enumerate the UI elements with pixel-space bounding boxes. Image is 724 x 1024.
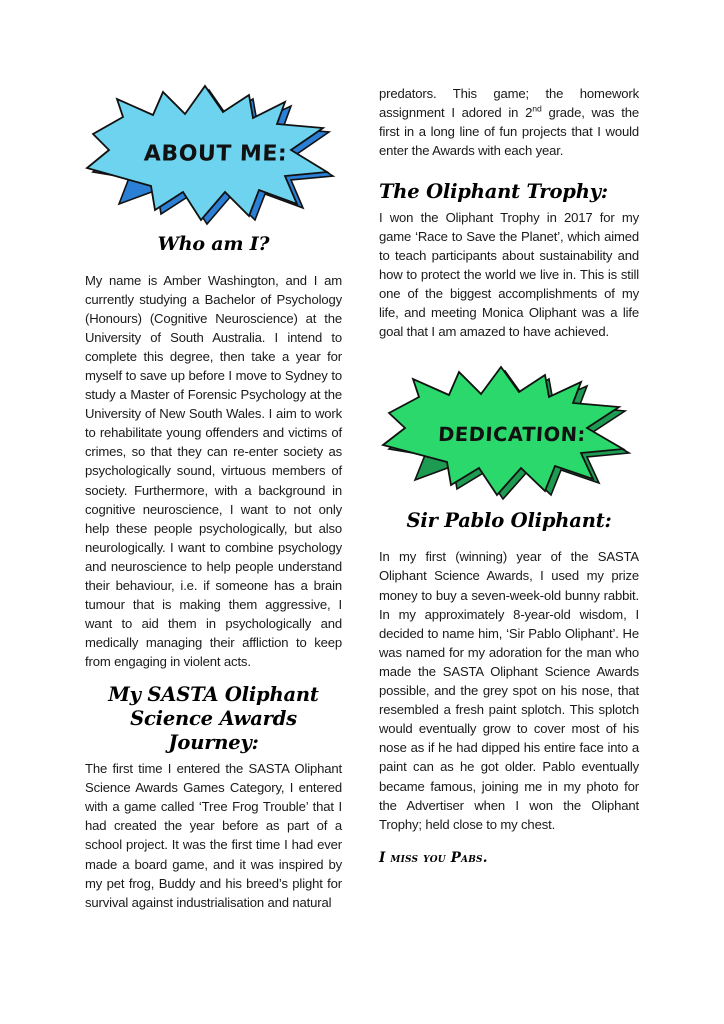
- left-column: [85, 84, 342, 964]
- starburst-shape-blue: [85, 84, 342, 229]
- ordinal-superscript: nd: [532, 103, 542, 114]
- dedication-badge-label: DEDICATION:: [437, 423, 587, 447]
- starburst-shape-green: [379, 365, 639, 503]
- paragraph-sir-pablo: In my first (winning) year of the SASTA Oliphant Science Awards, I used my prize money to buy a seven-week-old bunny rabbit. In my approximately 8-year-old wisdom, I decided to name him, ‘Sir Pablo Oliphant’. He was named for my adoration for the man who made the SASTA Oliphant Science Awards possible, and the grey spot on his nose, that resembled a fresh paint splotch. This splotch would eventually grow to cover most of his nose as if he had dipped his entire face into a paint can as he got older. Pablo eventually became famous, joining me in my photo for the Advertiser when I won the Oliphant Trophy; held close to my chest.: [379, 549, 639, 832]
- about-me-badge-label: ABOUT ME:: [143, 141, 288, 167]
- journey-cont-part1: predators. This game; the homework assignment I adored in 2: [379, 86, 639, 121]
- right-column: [379, 84, 639, 964]
- about-me-badge: [85, 84, 342, 229]
- paragraph-journey-continued: [379, 84, 639, 160]
- signoff-line: I miss you Pabs.: [379, 849, 488, 866]
- journey-cont-part2: grade, was the first in a long line of fun projects that I would enter the Awards with each year.: [379, 105, 639, 159]
- heading-awards-journey: My SASTA Oliphant Science Awards Journey:: [108, 682, 319, 754]
- heading-oliphant-trophy: The Oliphant Trophy:: [379, 180, 608, 204]
- paragraph-awards-journey: The first time I entered the SASTA Oliphant Science Awards Games Category, I entered with a game called ‘Tree Frog Trouble’ that I had created the year before as part of a school project. It was the first time I had ever made a board game, and it was inspired by my pet frog, Buddy and his breed’s plight for survival against industrialisation and natural: [85, 761, 342, 910]
- two-column-layout: [85, 84, 639, 964]
- heading-sir-pablo-oliphant: Sir Pablo Oliphant:: [406, 509, 612, 533]
- heading-who-am-i: Who am I?: [157, 233, 270, 255]
- paragraph-about-me: My name is Amber Washington, and I am currently studying a Bachelor of Psychology (Honours) (Cognitive Neuroscience) at the University of South Australia. I intend to complete this degree, then take a year for myself to save up before I move to Sydney to study a Master of Forensic Psychology at the University of New South Wales. I aim to work to rehabilitate young offenders and victims of crimes, so that they can re-enter society as psychologically sound, virtuous members of society. Furthermore, with a background in cognitive neuroscience, I want to not only help these people psychologically, but also neurologically. I want to combine psychology and neuroscience to help people understand their behaviour, i.e. if someone has a brain tumour that is making them aggressive, I want to aid them in psychologically and medically managing their affliction to keep from engaging in violent acts.: [85, 272, 342, 670]
- dedication-badge: [379, 365, 639, 503]
- paragraph-oliphant-trophy: I won the Oliphant Trophy in 2017 for my game ‘Race to Save the Planet’, which aimed to teach participants about sustainability and how to protect the world we live in. This is still one of the biggest accomplishments of my life, and meeting Monica Oliphant was a life goal that I am amazed to have achieved.: [379, 209, 639, 340]
